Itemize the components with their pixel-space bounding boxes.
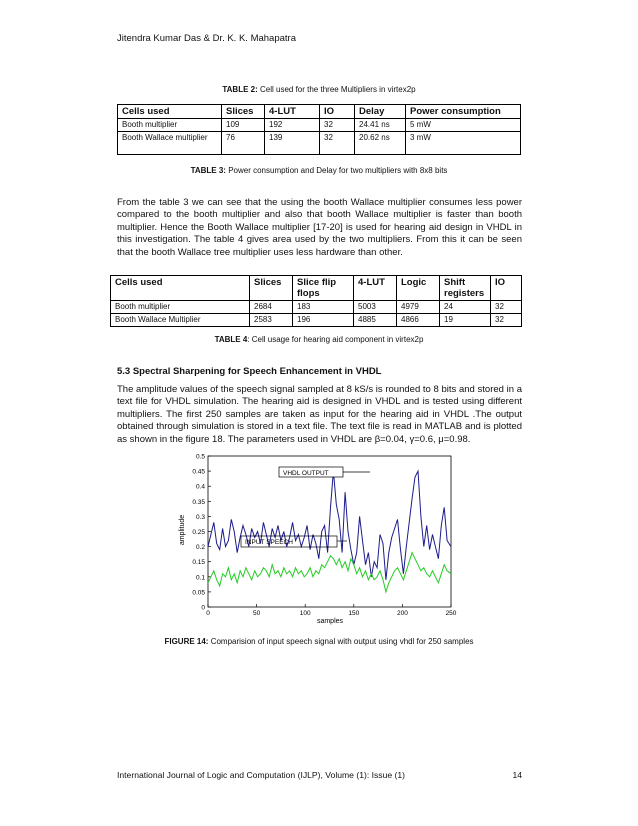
table-header-cell: Cells used: [118, 105, 222, 119]
table-header-cell: Shift registers: [440, 276, 491, 301]
table-cell: 32: [320, 132, 355, 155]
table2-caption-label: TABLE 2:: [222, 85, 258, 94]
table-cell: 24: [440, 301, 491, 314]
table-header-row: [111, 276, 522, 301]
table-cell: 109: [222, 119, 265, 132]
y-tick-label: 0.2: [195, 544, 205, 552]
y-tick-label: 0.15: [192, 559, 205, 567]
table-header-cell: 4-LUT: [265, 105, 320, 119]
table-cell: 139: [265, 132, 320, 155]
table-cell: 5003: [354, 301, 397, 314]
table-header-row: [118, 105, 521, 119]
table4-caption-text: : Cell usage for hearing aid component in virtex2p: [247, 335, 424, 344]
x-axis-label: samples: [316, 618, 344, 625]
table4-caption-label: TABLE 4: [214, 335, 248, 344]
table-cell: Booth Wallace multiplier: [118, 132, 222, 155]
table-header-cell: Logic: [397, 276, 440, 301]
table-cell: Booth Wallace Multiplier: [111, 314, 250, 327]
figure14-caption: [0, 637, 638, 646]
y-tick-label: 0.35: [192, 498, 205, 506]
table-header-cell: Slice flip flops: [293, 276, 354, 301]
table-cell: 32: [491, 314, 522, 327]
y-tick-label: 0: [201, 604, 205, 612]
x-tick-label: 150: [348, 610, 360, 617]
y-tick-label: 0.45: [192, 468, 205, 476]
table-cell: 2583: [250, 314, 293, 327]
table-header-cell: Power consumption: [406, 105, 521, 119]
table-cell: 4866: [397, 314, 440, 327]
annotation-vhdl-output-label: VHDL OUTPUT: [283, 470, 329, 477]
table-header-cell: Delay: [355, 105, 406, 119]
paragraph-2: The amplitude values of the speech signal sampled at 8 kS/s is rounded to 8 bits and stored in a text file for VHDL simulation. The hearing aid is designed in VHDL and is tested using different multipliers. The first 250 samples are taken as input for the hearing aid in VHDL .The output obtained through simulation is stored in a text file. The text file is read in MATLAB and is plotted as shown in the figure 18. The parameters used in VHDL are β=0.04, γ=0.6, μ=0.98.: [117, 384, 522, 445]
table-cell: 20.62 ns: [355, 132, 406, 155]
table-row: [118, 119, 521, 132]
figure14-caption-text: Comparision of input speech signal with output using vhdl for 250 samples: [210, 637, 474, 646]
table-cell: 196: [293, 314, 354, 327]
table-header-cell: 4-LUT: [354, 276, 397, 301]
table-header-cell: Slices: [222, 105, 265, 119]
x-tick-label: 100: [299, 610, 311, 617]
y-tick-label: 0.25: [192, 529, 205, 536]
table-cell: 24.41 ns: [355, 119, 406, 132]
table-cell: 4979: [397, 301, 440, 314]
table-cell: 4885: [354, 314, 397, 327]
table2: [117, 104, 521, 155]
x-tick-label: 200: [396, 610, 408, 617]
table-header-cell: IO: [491, 276, 522, 301]
table-row: [118, 132, 521, 155]
table3-caption-text: Power consumption and Delay for two multipliers with 8x8 bits: [228, 166, 448, 175]
annotation-input-speech-label: INPUT SPEECH: [245, 539, 293, 546]
table-row: [111, 301, 522, 314]
page-number: 14: [512, 770, 522, 780]
paragraph-1: From the table 3 we can see that the using the booth Wallace multiplier consumes less power compared to the booth multiplier and also that booth Wallace multiplier is faster than booth multiplier. Hence the Booth Wallace multiplier [17-20] is used for hearing aid design in VHDL in this investigation. The table 4 gives area used by the two multipliers. From this it can be seen that the booth Wallace tree multiplier uses less hardware than other.: [117, 197, 522, 258]
table-cell: 5 mW: [406, 119, 521, 132]
table-cell: 32: [320, 119, 355, 132]
table-cell: 3 mW: [406, 132, 521, 155]
x-tick-label: 0: [206, 610, 210, 617]
table-cell: 183: [293, 301, 354, 314]
table-cell: 32: [491, 301, 522, 314]
table4: [110, 275, 522, 327]
table4-caption: [0, 335, 638, 344]
footer-journal: International Journal of Logic and Computation (IJLP), Volume (1): Issue (1): [117, 770, 406, 780]
figure14-chart: [175, 450, 465, 632]
table3-caption: [0, 166, 638, 175]
table-cell: 2684: [250, 301, 293, 314]
table-cell: 76: [222, 132, 265, 155]
y-tick-label: 0.1: [195, 574, 205, 582]
y-tick-label: 0.05: [192, 589, 205, 597]
table-cell: Booth multiplier: [118, 119, 222, 132]
x-tick-label: 250: [445, 610, 457, 617]
footer: [117, 770, 522, 780]
x-tick-label: 50: [252, 610, 261, 617]
section-heading: 5.3 Spectral Sharpening for Speech Enhancement in VHDL: [117, 366, 382, 377]
table-header-cell: IO: [320, 105, 355, 119]
table-cell: Booth multiplier: [111, 301, 250, 314]
table2-caption: [0, 85, 638, 94]
running-header: Jitendra Kumar Das & Dr. K. K. Mahapatra: [117, 33, 296, 44]
table-header-cell: Cells used: [111, 276, 250, 301]
y-tick-label: 0.4: [195, 483, 205, 491]
table-cell: 19: [440, 314, 491, 327]
table-row: [111, 314, 522, 327]
y-tick-label: 0.5: [195, 453, 205, 461]
y-tick-label: 0.3: [195, 513, 205, 521]
y-axis-label: amplitude: [179, 514, 186, 546]
table-header-cell: Slices: [250, 276, 293, 301]
table2-caption-text: Cell used for the three Multipliers in virtex2p: [260, 85, 416, 94]
figure14-caption-label: FIGURE 14:: [164, 637, 209, 646]
table-cell: 192: [265, 119, 320, 132]
table3-caption-label: TABLE 3:: [190, 166, 226, 175]
